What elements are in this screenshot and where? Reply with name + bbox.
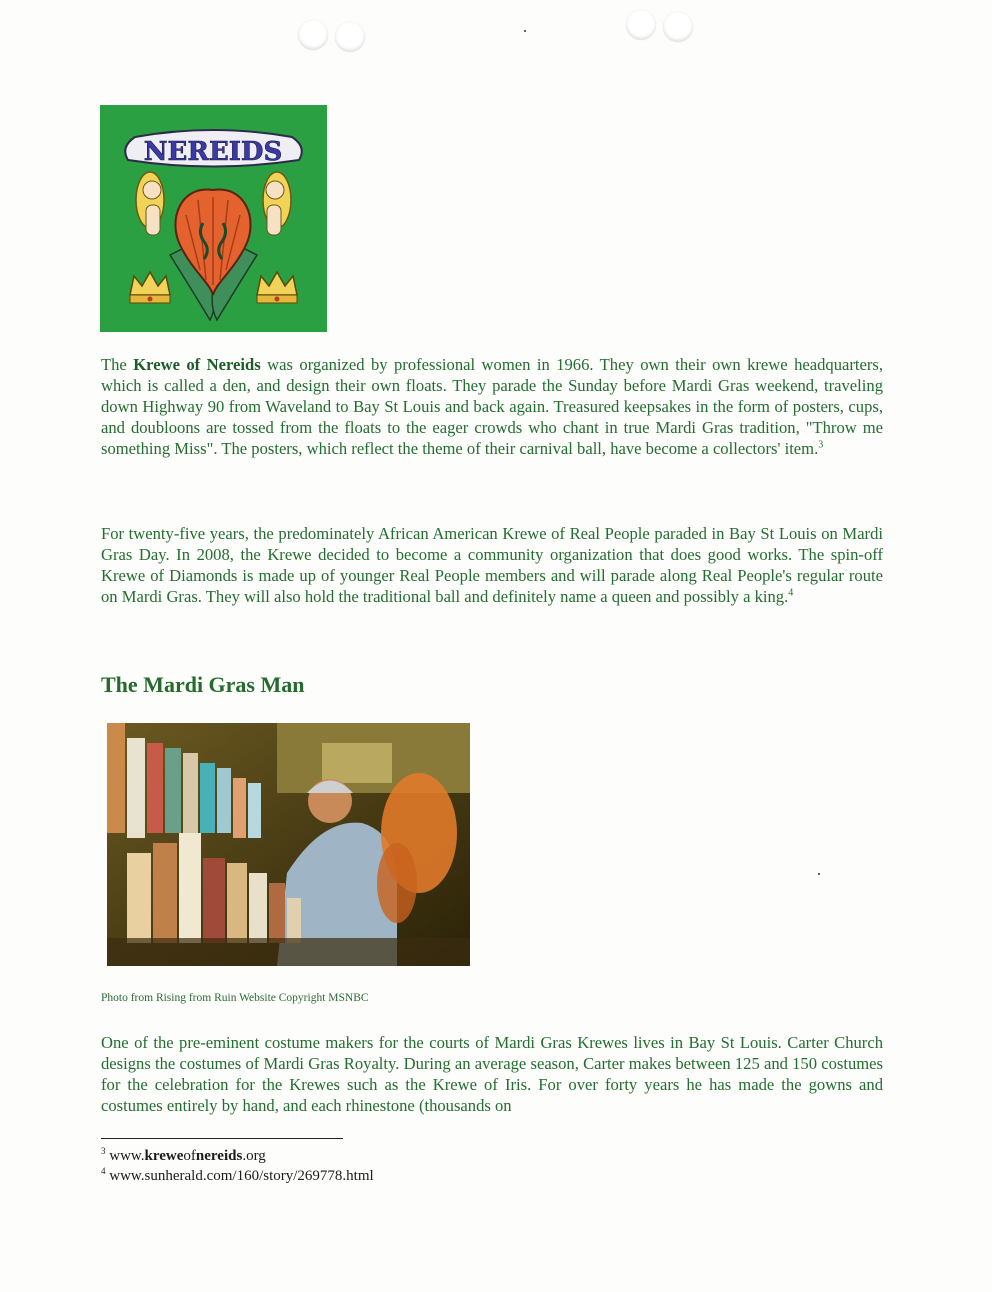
paper-speck [524,30,526,32]
paragraph-krewe-of-nereids [101,354,883,459]
footnote-number: 3 [101,1146,106,1156]
p1-lead: The [101,355,134,374]
costume-maker-photo [107,723,470,966]
krewe-name-bold: Krewe of Nereids [133,355,261,374]
paragraph-krewe-of-real-people [101,523,883,607]
p3-body: One of the pre-eminent costume makers for the courts of Mardi Gras Krewes lives in Bay St Louis. Carter Church designs the costumes of Mardi Gras Royalty. During an average season, Carter makes between 125 and 150 costumes for the celebration for the Krewes such as the Krewe of Iris. For over forty years he has made the gowns and costumes entirely by hand, and each rhinestone (thousands on [101,1033,883,1115]
footnote-url-of: of [183,1148,196,1164]
p1-body: was organized by professional women in 1966. They own their own krewe headquarters, which is called a den, and design their own floats. They parade the Sunday before Mardi Gras weekend, traveling down Highway 90 from Waveland to Bay St Louis and back again. Treasured keepsakes in the form of posters, cups, and doubloons are tossed from the floats to the eager crowds who chant in true Mardi Gras tradition, "Throw me something Miss". The posters, which reflect the theme of their carnival ball, have become a collectors' item. [101,355,883,458]
footnote-ref-3: 3 [818,439,824,451]
punch-hole [626,10,656,40]
paragraph-carter-church [101,1032,883,1116]
paper-speck [818,873,820,875]
footnote-3 [101,1148,266,1165]
footnote-url-prefix: www. [109,1148,145,1164]
punch-hole [335,22,365,52]
logo-banner-text: NEREIDS [143,137,283,167]
footnote-url-suffix: .org [242,1148,266,1164]
section-heading: The Mardi Gras Man [101,672,305,697]
footnote-ref-4: 4 [788,587,794,599]
footnote-url-bold-nereids: nereids [195,1148,243,1164]
footnote-url-bold-krewe: krewe [144,1148,184,1164]
punch-hole [663,12,693,42]
footnote-4 [101,1168,374,1185]
footnote-number: 4 [101,1166,106,1176]
nereids-logo [100,105,327,332]
footnote-url: www.sunherald.com/160/story/269778.html [109,1168,374,1184]
punch-hole [298,20,328,50]
footnote-divider [101,1138,343,1139]
p2-body: For twenty-five years, the predominately African American Krewe of Real People paraded in Bay St Louis on Mardi Gras Day. In 2008, the Krewe decided to become a community organization that does good works. The spin-off Krewe of Diamonds is made up of younger Real People members and will parade along Real People's regular route on Mardi Gras. They will also hold the traditional ball and definitely name a queen and possibly a king. [101,524,883,606]
photo-caption: Photo from Rising from Ruin Website Copyright MSNBC [101,992,369,1004]
